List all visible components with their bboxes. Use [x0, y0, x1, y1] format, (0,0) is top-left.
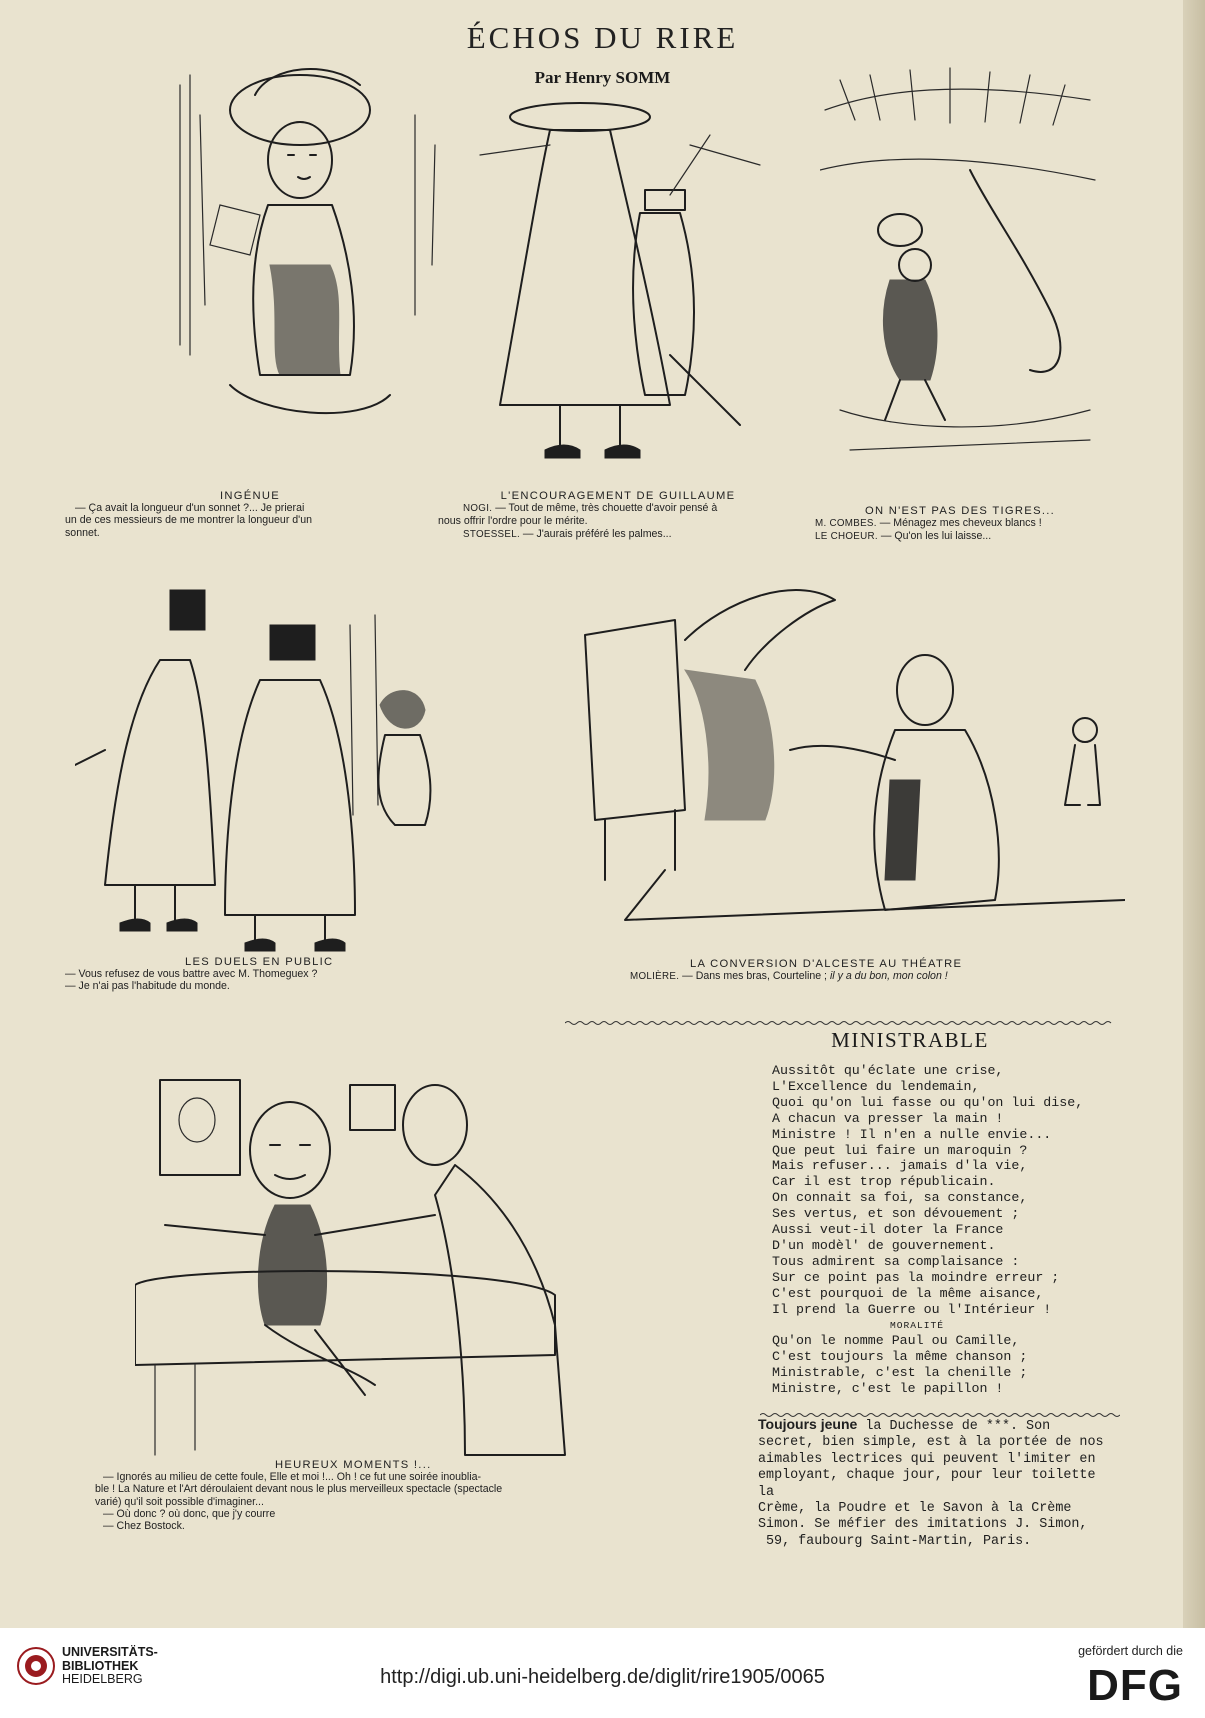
speaker-name: MOLIÈRE. [630, 971, 680, 983]
poem-line: Ministre ! Il n'en a nulle envie... [772, 1126, 1052, 1142]
page-edge-shadow [1183, 0, 1205, 1628]
dfg-logo: DFG [1087, 1661, 1183, 1710]
poem-line: Sur ce point pas la moindre erreur ; [772, 1269, 1060, 1285]
advert-line: 59, faubourg Saint-Martin, Paris. [766, 1533, 1032, 1549]
caption-title: LES DUELS EN PUBLIC [185, 956, 334, 968]
cartoon-ingenue [160, 55, 465, 465]
caption-ingenue [65, 490, 435, 539]
poem-line: C'est toujours la même chanson ; [772, 1349, 1028, 1365]
library-name-line: UNIVERSITÄTS- [62, 1645, 158, 1659]
sponsor-text: gefördert durch die [1078, 1644, 1183, 1658]
cartoon-heureux-moments [135, 1065, 655, 1465]
separator-line [565, 1020, 1125, 1026]
advert-line: secret, bien simple, est à la portée de nos [758, 1435, 1104, 1451]
caption-text: — Ménagez mes cheveux blancs ! [876, 517, 1042, 530]
poem-line: L'Excellence du lendemain, [772, 1078, 980, 1094]
speaker-name: STOESSEL. [463, 528, 520, 540]
poem-line: Aussitôt qu'éclate une crise, [772, 1063, 1004, 1078]
advert-line: Crème, la Poudre et le Savon à la Crème [758, 1501, 1072, 1517]
caption-line: nous offrir l'ordre pour le mérite. [438, 515, 588, 528]
caption-italic: il y a du bon, mon colon ! [829, 970, 948, 983]
library-name-line: HEIDELBERG [62, 1672, 143, 1686]
page-title: ÉCHOS DU RIRE [466, 20, 739, 55]
poem-line: Mais refuser... jamais d'la vie, [772, 1158, 1028, 1174]
poem-line: Tous admirent sa complaisance : [772, 1253, 1020, 1269]
library-name-line: BIBLIOTHEK [62, 1658, 139, 1673]
poem-line: Car il est trop républicain. [772, 1174, 996, 1190]
caption-line [815, 517, 1105, 530]
caption-line: sonnet. [65, 526, 100, 539]
poem-line: D'un modèl' de gouvernement. [772, 1237, 996, 1253]
advertisement [758, 1416, 1118, 1550]
advert-line: la Duchesse de ***. Son [857, 1419, 1051, 1434]
poem-line: Il prend la Guerre ou l'Intérieur ! [772, 1301, 1052, 1317]
poem-title: MINISTRABLE [831, 1028, 989, 1052]
caption-text: — Dans mes bras, Courteline ; [679, 970, 830, 983]
caption-title: INGÉNUE [219, 490, 281, 502]
caption-tigres [815, 505, 1105, 544]
caption-line [815, 530, 1105, 543]
caption-line [438, 528, 798, 541]
caption-line: varié) qu'il soit possible d'imaginer... [95, 1495, 264, 1508]
cartoon-duels [75, 585, 485, 960]
caption-line: — Ça avait la longueur d'un sonnet ?... Je prierai [75, 502, 305, 515]
cartoon-alceste [565, 580, 1125, 960]
caption-line: — Je n'ai pas l'habitude du monde. [65, 980, 230, 993]
caption-line: un de ces messieurs de me montrer la longueur d'un [65, 514, 312, 527]
speaker-name: M. COMBES. [815, 518, 877, 530]
advert-line: aimables lectrices qui peuvent l'imiter en [758, 1451, 1096, 1467]
source-url-link[interactable]: http://digi.ub.uni-heidelberg.de/diglit/rire1905/0065 [380, 1666, 825, 1688]
poem-line: Ses vertus, et son dévouement ; [772, 1206, 1020, 1222]
poem-line: Ministrable, c'est la chenille ; [772, 1365, 1028, 1381]
speaker-name: NOGI. [463, 503, 493, 515]
caption-text: — J'aurais préféré les palmes... [519, 527, 672, 540]
poem-line: Ministre, c'est le papillon ! [772, 1381, 1004, 1397]
poem-line: C'est pourquoi de la même aisance, [772, 1285, 1044, 1301]
poem-line: Qu'on le nomme Paul ou Camille, [772, 1333, 1020, 1349]
poem-line: Quoi qu'on lui fasse ou qu'on lui dise, [772, 1094, 1084, 1110]
caption-line [438, 502, 798, 515]
caption-guillaume [438, 490, 798, 541]
caption-line: — Ignorés au milieu de cette foule, Elle et moi !... Oh ! ce fut une soirée inoublia- [103, 1471, 482, 1484]
poem-line: Aussi veut-il doter la France [772, 1222, 1004, 1238]
caption-title: LA CONVERSION D'ALCESTE AU THÉATRE [690, 958, 963, 970]
advert-line: employant, chaque jour, pour leur toilette la [758, 1468, 1096, 1500]
poem-line: A chacun va presser la main ! [772, 1110, 1004, 1126]
footer-banner [0, 1628, 1205, 1718]
advert-line: Simon. Se méfier des imitations J. Simon, [758, 1517, 1088, 1533]
poem-moral-label: MORALITÉ [889, 1319, 945, 1331]
caption-line: — Où donc ? où donc, que j'y courre [103, 1507, 276, 1520]
advert-headline: Toujours jeune [758, 1416, 858, 1432]
byline: Par Henry SOMM [534, 68, 671, 87]
caption-line: ble ! La Nature et l'Art déroulaient devant nous le plus merveilleux spectacle (spectacle [95, 1483, 503, 1496]
caption-duels [65, 956, 465, 993]
poem-line: Que peut lui faire un maroquin ? [772, 1142, 1028, 1158]
caption-title: L'ENCOURAGEMENT DE GUILLAUME [500, 490, 736, 502]
caption-line: — Chez Bostock. [103, 1520, 185, 1533]
poem-line: On connait sa foi, sa constance, [772, 1190, 1028, 1206]
poem-body [772, 1063, 1083, 1397]
caption-line [630, 970, 1100, 983]
caption-title: HEUREUX MOMENTS !... [275, 1459, 432, 1471]
caption-line: — Vous refusez de vous battre avec M. Thomeguex ? [65, 968, 318, 981]
cartoon-tigres [820, 50, 1100, 490]
caption-text: — Tout de même, très chouette d'avoir pensé à [492, 502, 718, 515]
caption-text: — Qu'on les lui laisse... [877, 530, 992, 543]
caption-title: ON N'EST PAS DES TIGRES... [864, 505, 1056, 517]
speaker-name: LE CHOEUR. [815, 531, 878, 543]
cartoon-guillaume [470, 95, 770, 470]
caption-heureux-moments [95, 1459, 675, 1532]
caption-alceste [630, 958, 1100, 983]
